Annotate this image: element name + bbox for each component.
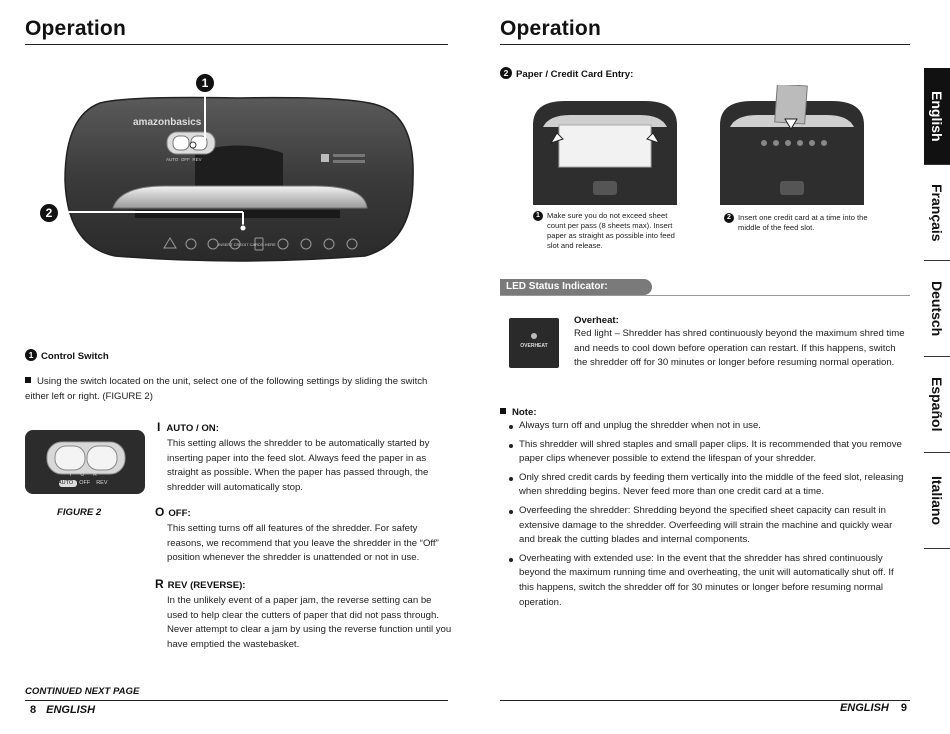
figure-symbol-i: I	[70, 472, 72, 478]
device-slot-label: INSERT CREDIT CARDS HERE	[218, 242, 276, 247]
caption-credit-card-text: Insert one credit card at a time into the middle of the feed slot.	[738, 213, 868, 232]
right-page-number: 9	[900, 702, 907, 714]
left-title-rule	[25, 44, 448, 45]
right-title-rule	[500, 44, 910, 45]
left-footer	[30, 704, 95, 716]
overheat-text: Red light – Shredder has shred continuously beyond the maximum shred time and needs to cool down before operation can restart. If this happens, switch the shredder off for 30 minutes or longer before resuming normal operation.	[574, 328, 905, 369]
note-text: Only shred credit cards by feeding them vertically into the middle of the feed slot, releasing when shredding begins. Never feed more than one credit card at a time.	[519, 471, 904, 498]
caption-paper-text: Make sure you do not exceed sheet count per pass (8 sheets max). Insert paper as straight as possible into feed slot and release.	[547, 211, 675, 250]
figure-symbol-o: O	[80, 472, 85, 478]
left-page-title: Operation	[25, 17, 126, 40]
mode-auto-letter: I	[157, 420, 161, 434]
figure-2-symbols	[70, 472, 97, 478]
language-tab-label: Italiano	[929, 475, 945, 525]
switch-intro-text: Using the switch located on the unit, select one of the following settings by sliding the switch either left or right. (FIGURE 2)	[25, 376, 428, 402]
figure-2-labels	[58, 480, 108, 486]
mode-auto-text: This setting allows the shredder to be automatically started by inserting paper into the feed slot. Always feed the paper in as straight as possible. When the paper has passed through, the shredder will automatically stop.	[167, 438, 430, 493]
control-switch-number: 1	[25, 349, 37, 361]
shredder-top-illustration	[25, 68, 450, 268]
continued-next-page: CONTINUED NEXT PAGE	[25, 686, 140, 697]
language-tab-english[interactable]	[924, 68, 950, 164]
overheat-icon	[509, 318, 559, 368]
note-text: This shredder will shred staples and small paper clips. It is recommended that you remove paper clips whenever possible to extend the lifespan of your shredder.	[519, 438, 902, 465]
mode-rev	[155, 575, 452, 652]
language-tab-label: Français	[929, 183, 945, 242]
entry-heading-text: Paper / Credit Card Entry:	[516, 69, 634, 80]
figure-label-auto: AUTO	[58, 480, 74, 486]
led-banner-rule	[500, 295, 910, 296]
bullet-dot-icon	[509, 558, 513, 562]
caption-credit-card	[724, 213, 874, 233]
language-tab-italiano[interactable]	[924, 453, 950, 548]
caption-paper-number: 1	[533, 211, 543, 221]
callout-2-number: 2	[45, 206, 53, 220]
figure-2-caption: FIGURE 2	[57, 507, 102, 518]
mode-auto-heading: AUTO / ON:	[166, 423, 219, 434]
overheat-heading: Overheat:	[574, 315, 619, 326]
note-heading-text: Note:	[512, 407, 537, 418]
mode-off-letter: O	[155, 505, 165, 519]
overheat-block	[574, 315, 910, 371]
square-bullet-icon	[25, 377, 31, 383]
mode-auto	[157, 418, 452, 495]
paper-entry-illustration	[525, 85, 685, 205]
note-item	[509, 504, 909, 548]
entry-heading	[500, 64, 633, 82]
mode-rev-text: In the unlikely event of a paper jam, the reverse setting can be used to help clear the cutters of paper that did not pass through. Never attempt to clear a jam by using the reverse function until you have emptied the wastebasket.	[167, 595, 452, 650]
caption-paper	[533, 211, 683, 251]
note-text: Overheating with extended use: In the event that the shredder has shred continuously beyond the maximum running time and overheating, the unit will automatically shut off. If this happens, switch the shredder off for 30 minutes or longer before resuming normal operation.	[519, 552, 894, 608]
callout-1	[196, 74, 214, 92]
bullet-dot-icon	[509, 444, 513, 448]
left-page-number: 8	[30, 704, 37, 716]
led-status-banner	[500, 279, 652, 295]
entry-heading-number: 2	[500, 67, 512, 79]
language-tab-espanol[interactable]	[924, 357, 950, 452]
figure-label-off: OFF	[79, 480, 91, 486]
left-footer-rule	[25, 700, 448, 701]
credit-card-entry-illustration	[712, 85, 872, 205]
right-footer-lang: ENGLISH	[839, 702, 889, 714]
caption-credit-card-number: 2	[724, 213, 734, 223]
callout-1-number: 1	[201, 76, 209, 90]
figure-label-rev: REV	[96, 480, 108, 486]
tab-divider	[924, 548, 950, 549]
figure-symbol-r: R	[93, 472, 97, 478]
mode-off-heading: OFF:	[168, 508, 191, 519]
control-switch-heading	[25, 346, 109, 364]
switch-intro	[25, 375, 450, 404]
overheat-icon-label: OVERHEAT	[520, 343, 548, 349]
note-item	[509, 438, 909, 467]
control-switch-heading-text: Control Switch	[41, 351, 109, 362]
mode-rev-letter: R	[155, 577, 164, 591]
right-footer-rule	[500, 700, 910, 701]
notes-list	[509, 419, 909, 614]
language-tab-label: Español	[929, 377, 945, 432]
bullet-dot-icon	[509, 477, 513, 481]
led-light-icon	[531, 333, 537, 339]
note-text: Overfeeding the shredder: Shredding beyond the specified sheet capacity can result in extensive damage to the shredder. Overfeeding will strain the machine and quickly wear and break the cutting blades and internal components.	[519, 504, 893, 546]
language-tab-francais[interactable]	[924, 165, 950, 260]
language-tab-label: Deutsch	[929, 280, 945, 337]
bullet-dot-icon	[509, 510, 513, 514]
left-footer-lang: ENGLISH	[46, 704, 96, 716]
led-status-heading: LED Status Indicator:	[506, 281, 608, 292]
bullet-dot-icon	[509, 425, 513, 429]
square-bullet-icon	[500, 408, 506, 414]
mode-rev-heading: REV (REVERSE):	[167, 580, 246, 591]
device-switch-labels: AUTO OFF REV	[166, 157, 202, 162]
device-brand-label: amazonbasics	[133, 117, 202, 128]
note-item	[509, 471, 909, 500]
note-text: Always turn off and unplug the shredder when not in use.	[519, 420, 761, 431]
right-page-title: Operation	[500, 17, 601, 40]
mode-off	[155, 503, 452, 566]
language-tab-deutsch[interactable]	[924, 261, 950, 356]
note-item	[509, 552, 909, 610]
language-tab-label: English	[929, 90, 945, 142]
callout-2	[40, 204, 58, 222]
note-heading	[500, 402, 537, 420]
mode-off-text: This setting turns off all features of the shredder. For safety reasons, we recommend that you leave the shredder in the “Off” position whenever the shredder is unattended or not in use.	[167, 523, 439, 564]
right-footer	[840, 702, 907, 714]
note-item	[509, 419, 909, 434]
